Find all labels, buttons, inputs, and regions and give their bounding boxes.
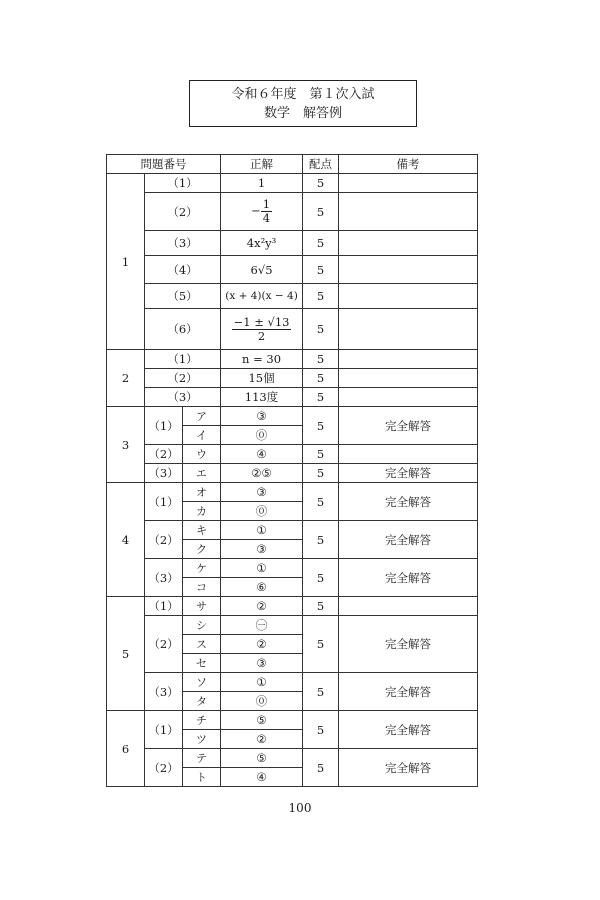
item-label: （1） (145, 711, 183, 749)
answer-cell: 15個 (221, 369, 303, 388)
points-cell: 5 (303, 369, 339, 388)
title-box (189, 80, 417, 127)
points-cell: 5 (303, 464, 339, 483)
kana-label: ウ (183, 445, 221, 464)
points-cell: 5 (303, 711, 339, 749)
header-notes: 備考 (339, 155, 478, 174)
item-label: （2） (145, 193, 221, 231)
answer-cell: ② (221, 635, 303, 654)
points-cell: 5 (303, 445, 339, 464)
answer-cell: ③ (221, 407, 303, 426)
table-row (107, 616, 478, 635)
answer-cell: (x + 4)(x − 4) (221, 284, 303, 309)
kana-label: セ (183, 654, 221, 673)
item-label: （3） (145, 388, 221, 407)
points-cell: 5 (303, 749, 339, 787)
notes-cell: 完全解答 (339, 559, 478, 597)
fraction-denominator: 2 (257, 328, 266, 343)
table-row (107, 483, 478, 502)
answer-cell: ⓪ (221, 426, 303, 445)
points-cell: 5 (303, 673, 339, 711)
points-cell: 5 (303, 407, 339, 445)
item-label: （3） (145, 559, 183, 597)
table-row (107, 369, 478, 388)
kana-label: チ (183, 711, 221, 730)
points-cell: 5 (303, 309, 339, 350)
table-row (107, 559, 478, 578)
answer-fraction (232, 316, 292, 343)
kana-label: ツ (183, 730, 221, 749)
points-cell: 5 (303, 616, 339, 673)
question-number: 2 (107, 350, 145, 407)
kana-label: ス (183, 635, 221, 654)
question-number: 5 (107, 597, 145, 711)
answer-cell: ⑤ (221, 711, 303, 730)
points-cell: 5 (303, 597, 339, 616)
points-cell: 5 (303, 256, 339, 284)
answer-cell: ㊀ (221, 616, 303, 635)
answer-cell: 113度 (221, 388, 303, 407)
answer-cell: 1 (221, 174, 303, 193)
kana-label: エ (183, 464, 221, 483)
answer-cell: ③ (221, 654, 303, 673)
item-label: （1） (145, 174, 221, 193)
header-points: 配点 (303, 155, 339, 174)
points-cell: 5 (303, 284, 339, 309)
table-row (107, 597, 478, 616)
answer-cell: ④ (221, 445, 303, 464)
kana-label: キ (183, 521, 221, 540)
answer-cell (221, 309, 303, 350)
points-cell: 5 (303, 231, 339, 256)
notes-cell (339, 597, 478, 616)
item-label: （1） (145, 597, 183, 616)
header-answer: 正解 (221, 155, 303, 174)
points-cell: 5 (303, 483, 339, 521)
kana-label: ト (183, 768, 221, 787)
notes-cell (339, 193, 478, 231)
notes-cell (339, 369, 478, 388)
answer-cell: n = 30 (221, 350, 303, 369)
table-row (107, 445, 478, 464)
answer-cell: ① (221, 559, 303, 578)
answer-cell: 6√5 (221, 256, 303, 284)
kana-label: コ (183, 578, 221, 597)
table-row (107, 407, 478, 426)
answer-cell: ⑤ (221, 749, 303, 768)
item-label: （4） (145, 256, 221, 284)
notes-cell (339, 309, 478, 350)
table-row (107, 711, 478, 730)
notes-cell: 完全解答 (339, 464, 478, 483)
table-row (107, 749, 478, 768)
item-label: （2） (145, 445, 183, 464)
kana-label: シ (183, 616, 221, 635)
table-row (107, 309, 478, 350)
item-label: （1） (145, 483, 183, 521)
answer-cell: 4x²y³ (221, 231, 303, 256)
exam-subtitle: 数学 解答例 (263, 105, 342, 121)
table-row (107, 350, 478, 369)
page-number: 100 (288, 801, 312, 815)
kana-label: サ (183, 597, 221, 616)
answer-cell: ② (221, 597, 303, 616)
item-label: （1） (145, 350, 221, 369)
notes-cell: 完全解答 (339, 749, 478, 787)
notes-cell (339, 284, 478, 309)
fraction-numerator: −1 ± √13 (233, 314, 290, 329)
table-row (107, 193, 478, 231)
answer-cell: ②⑤ (221, 464, 303, 483)
header-row (107, 155, 478, 174)
question-number: 3 (107, 407, 145, 483)
table-row (107, 231, 478, 256)
notes-cell (339, 231, 478, 256)
notes-cell (339, 350, 478, 369)
answer-cell: ⓪ (221, 502, 303, 521)
kana-label: ソ (183, 673, 221, 692)
table-row (107, 256, 478, 284)
kana-label: ケ (183, 559, 221, 578)
kana-label: オ (183, 483, 221, 502)
notes-cell (339, 174, 478, 193)
notes-cell: 完全解答 (339, 483, 478, 521)
item-label: （2） (145, 521, 183, 559)
question-number: 6 (107, 711, 145, 787)
notes-cell (339, 256, 478, 284)
table-row (107, 673, 478, 692)
answer-cell: ⓪ (221, 692, 303, 711)
answer-cell: ⑥ (221, 578, 303, 597)
answer-cell: ① (221, 521, 303, 540)
table-row (107, 388, 478, 407)
table-row (107, 174, 478, 193)
item-label: （5） (145, 284, 221, 309)
answer-cell: ④ (221, 768, 303, 787)
exam-title: 令和６年度 第１次入試 (231, 86, 375, 102)
item-label: （6） (145, 309, 221, 350)
kana-label: ク (183, 540, 221, 559)
item-label: （2） (145, 369, 221, 388)
points-cell: 5 (303, 193, 339, 231)
table-row (107, 521, 478, 540)
points-cell: 5 (303, 521, 339, 559)
points-cell: 5 (303, 350, 339, 369)
item-label: （3） (145, 464, 183, 483)
notes-cell: 完全解答 (339, 616, 478, 673)
answer-table (106, 154, 478, 787)
notes-cell: 完全解答 (339, 711, 478, 749)
kana-label: ア (183, 407, 221, 426)
item-label: （2） (145, 616, 183, 673)
table-row (107, 464, 478, 483)
question-number: 4 (107, 483, 145, 597)
item-label: （3） (145, 673, 183, 711)
kana-label: タ (183, 692, 221, 711)
points-cell: 5 (303, 388, 339, 407)
points-cell: 5 (303, 174, 339, 193)
notes-cell: 完全解答 (339, 521, 478, 559)
points-cell: 5 (303, 559, 339, 597)
notes-cell (339, 445, 478, 464)
item-label: （2） (145, 749, 183, 787)
item-label: （3） (145, 231, 221, 256)
notes-cell: 完全解答 (339, 407, 478, 445)
item-label: （1） (145, 407, 183, 445)
question-number: 1 (107, 174, 145, 350)
answer-cell: ③ (221, 540, 303, 559)
answer-cell: ② (221, 730, 303, 749)
kana-label: テ (183, 749, 221, 768)
notes-cell: 完全解答 (339, 673, 478, 711)
kana-label: カ (183, 502, 221, 521)
notes-cell (339, 388, 478, 407)
fraction-numerator: 1 (262, 197, 271, 211)
kana-label: イ (183, 426, 221, 445)
answer-cell: ① (221, 673, 303, 692)
answer-sign: − (251, 203, 261, 218)
fraction-denominator: 4 (262, 211, 271, 225)
answer-cell (221, 193, 303, 231)
header-problem: 問題番号 (107, 155, 221, 174)
answer-cell: ③ (221, 483, 303, 502)
answer-fraction (261, 198, 272, 225)
table-row (107, 284, 478, 309)
